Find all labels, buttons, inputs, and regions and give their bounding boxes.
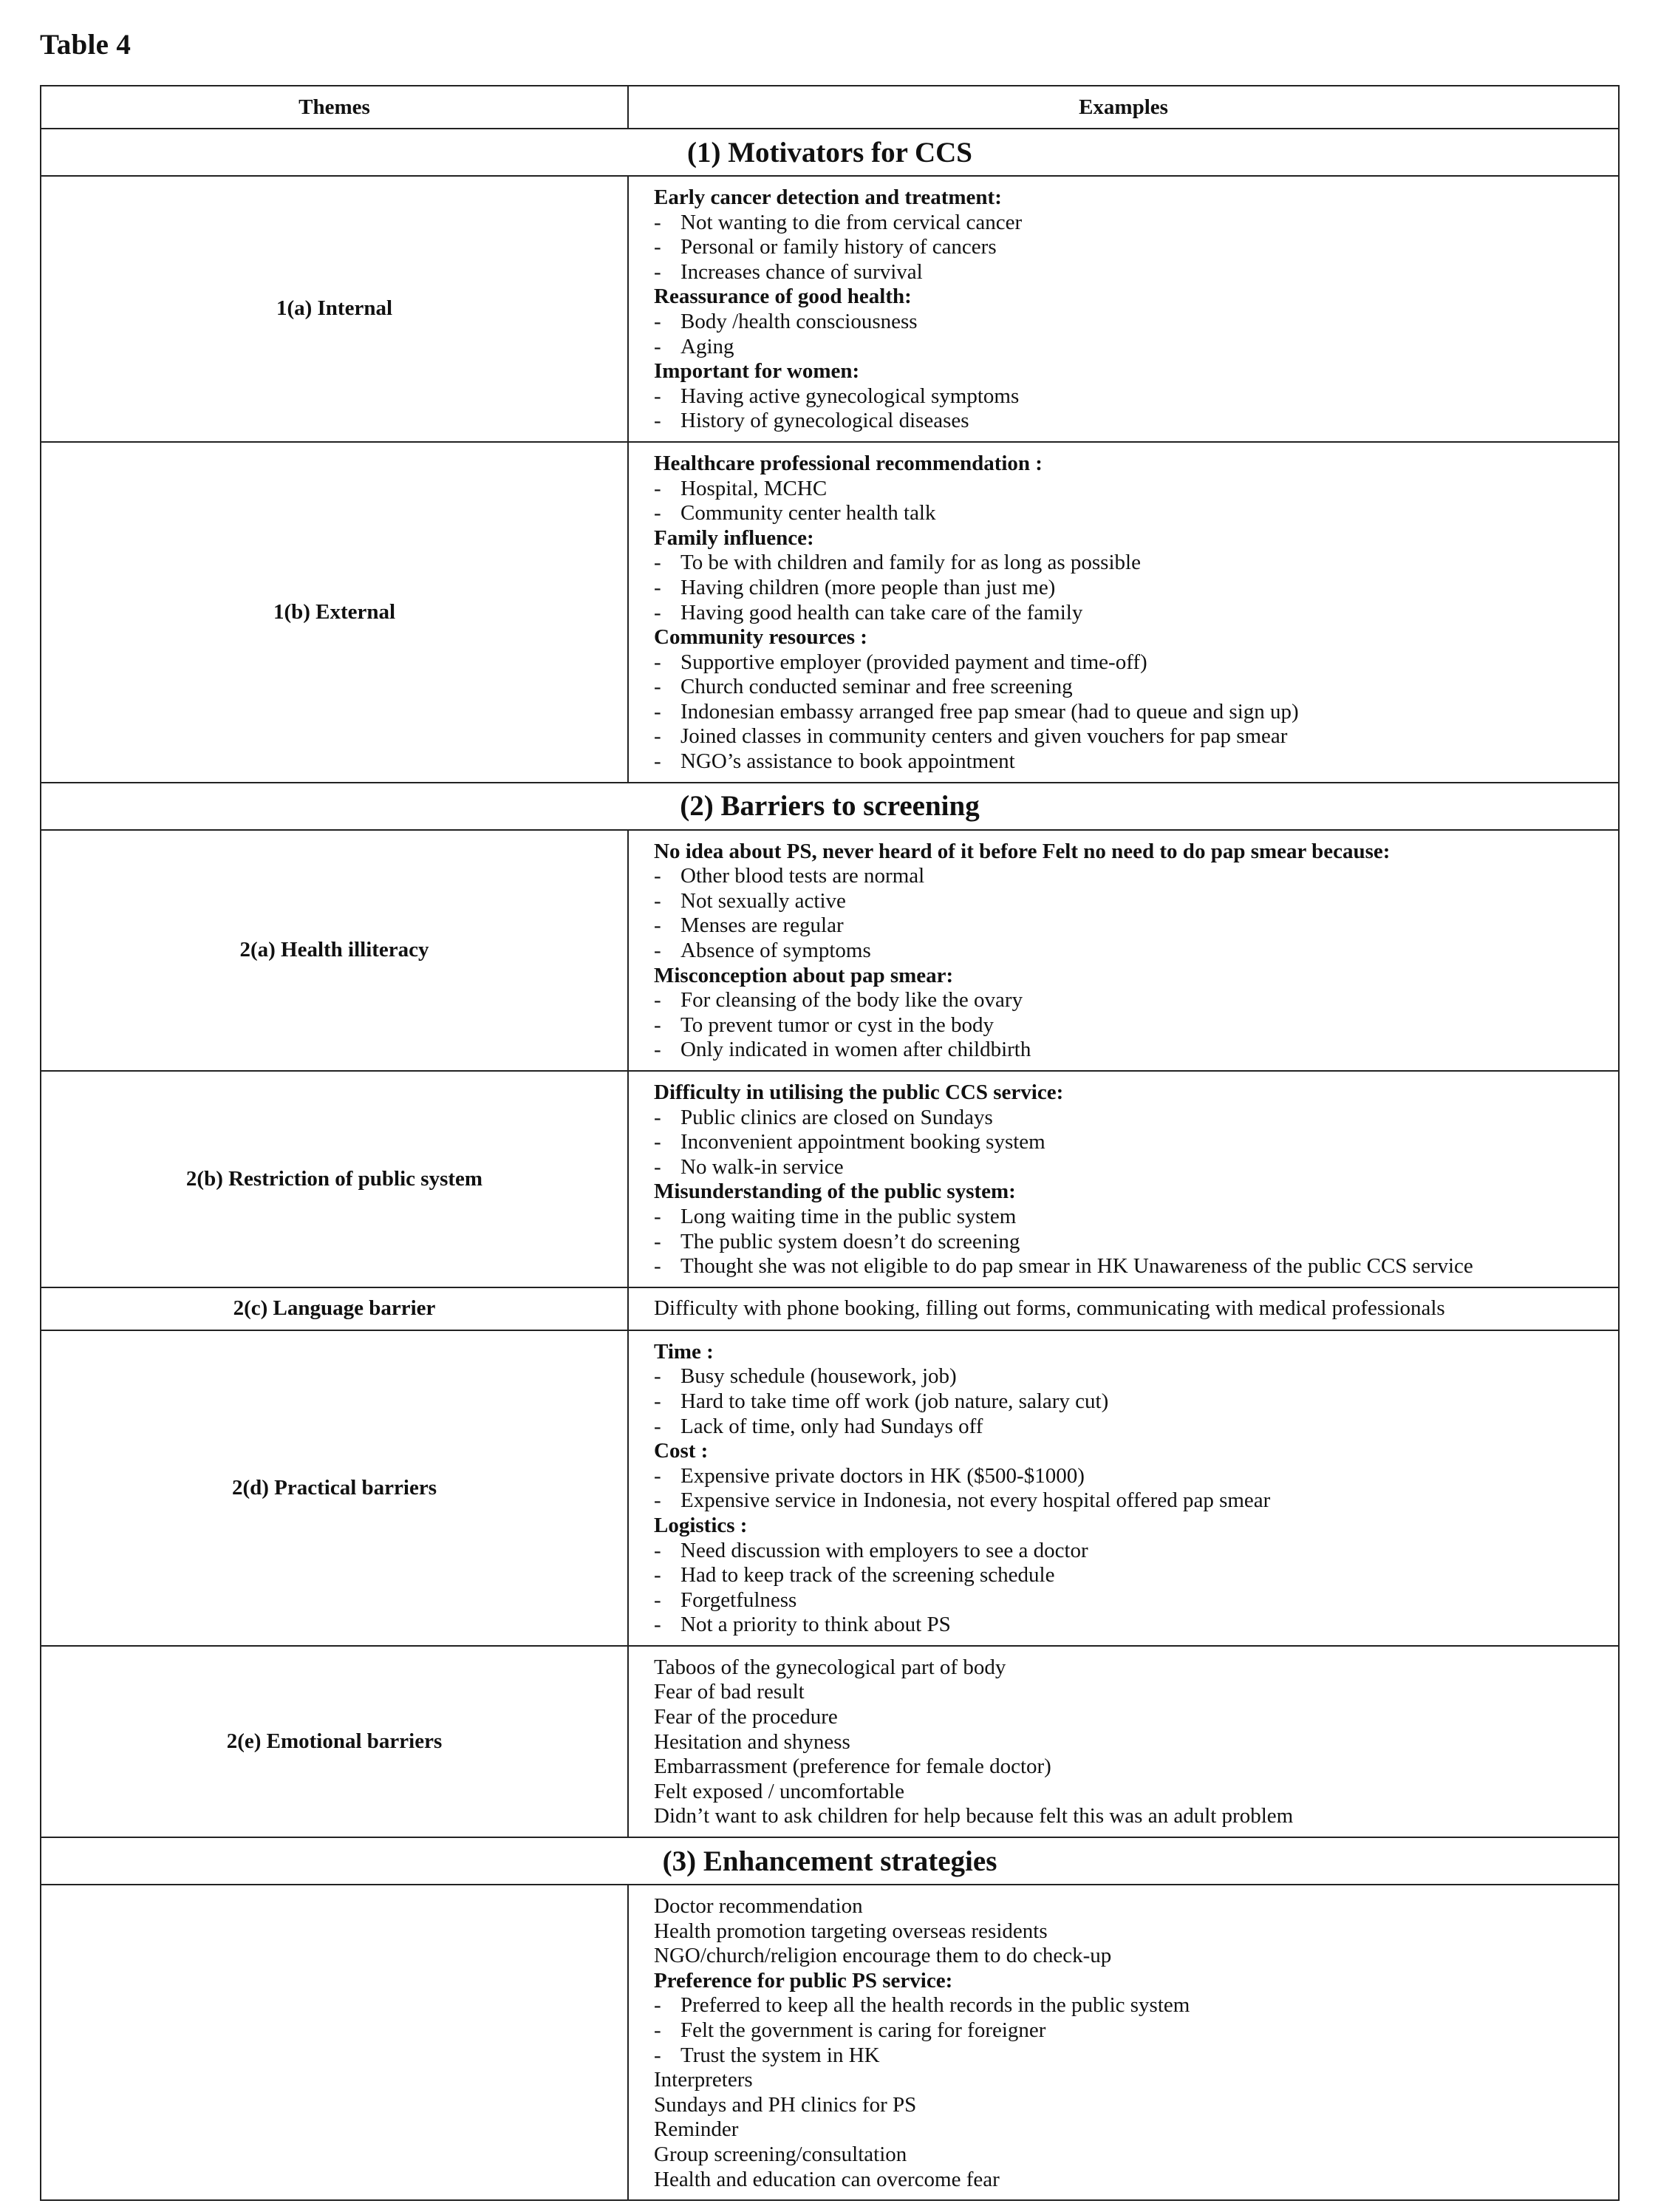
dash-bullet-icon: - [654,384,661,408]
bullet-item [654,1464,1603,1489]
bullet-text: Supportive employer (provided payment and time-off) [680,650,1147,674]
bullet-item [654,501,1603,526]
example-text: Interpreters [654,2068,753,2092]
bullet-item [654,1539,1603,1564]
group-heading: Cost : [654,1439,709,1463]
bullet-item [654,260,1603,285]
bullet-text: The public system doesn’t do screening [680,1229,1020,1253]
dash-bullet-icon: - [654,1204,661,1228]
bullet-text: For cleansing of the body like the ovary [680,988,1023,1013]
bullet-text: Forgetfulness [680,1587,797,1612]
dash-bullet-icon: - [654,600,661,625]
group-heading: Difficulty in utilising the public CCS service: [654,1081,1064,1104]
group-heading: Family influence: [654,525,814,550]
header-row [41,86,1619,129]
dash-bullet-icon: - [654,259,661,284]
theme-cell: 2(c) Language barrier [41,1287,628,1330]
dash-bullet-icon: - [654,1130,661,1154]
bullet-item [654,2018,1603,2043]
dash-bullet-icon: - [654,1613,661,1637]
bullet-item [654,1254,1603,1279]
themes-table [40,85,1620,2201]
dash-bullet-icon: - [654,1229,661,1253]
table-row [41,1885,1619,2200]
bullet-text: Not wanting to die from cervical cancer [680,210,1023,234]
dash-bullet-icon: - [654,1254,661,1279]
dash-bullet-icon: - [654,913,661,938]
bullet-text: Absence of symptoms [680,939,871,963]
bullet-text: Personal or family history of cancers [680,235,997,259]
bullet-item [654,211,1603,236]
dash-bullet-icon: - [654,1538,661,1562]
dash-bullet-icon: - [654,699,661,724]
bullet-text: Had to keep track of the screening schedule [680,1563,1055,1587]
bullet-text: Having children (more people than just me) [680,575,1056,599]
bullet-text: Hard to take time off work (job nature, salary cut) [680,1389,1109,1413]
group-heading: Community resources : [654,625,867,650]
bullet-text: Public clinics are closed on Sundays [680,1105,993,1129]
dash-bullet-icon: - [654,309,661,333]
bullet-text: Community center health talk [680,501,936,525]
bullet-item [654,1563,1603,1588]
group-heading: Misunderstanding of the public system: [654,1180,1016,1204]
example-text: NGO/church/religion encourage them to do check-up [654,1944,1112,1968]
dash-bullet-icon: - [654,939,661,963]
examples-cell [628,176,1619,442]
dash-bullet-icon: - [654,749,661,774]
dash-bullet-icon: - [654,551,661,575]
example-text: Fear of bad result [654,1680,805,1704]
example-text: Health promotion targeting overseas residents [654,1919,1048,1943]
theme-cell: 2(e) Emotional barriers [41,1646,628,1837]
example-text: Health and education can overcome fear [654,2167,1000,2191]
examples-cell [628,1287,1619,1330]
bullet-text: Felt the government is caring for foreigner [680,2018,1046,2042]
dash-bullet-icon: - [654,210,661,234]
bullet-text: Having good health can take care of the family [680,600,1083,625]
dash-bullet-icon: - [654,1364,661,1389]
bullet-text: To prevent tumor or cyst in the body [680,1013,995,1037]
table-row [41,176,1619,442]
bullet-item [654,1364,1603,1389]
example-text: Fear of the procedure [654,1705,838,1729]
bullet-item [654,1993,1603,2018]
bullet-item [654,675,1603,700]
bullet-text: Menses are regular [680,913,844,938]
group-heading: No idea about PS, never heard of it before Felt no need to do pap smear because: [654,839,1391,863]
bullet-text: Joined classes in community centers and given vouchers for pap smear [680,724,1288,749]
section-row [41,129,1619,176]
bullet-item [654,988,1603,1013]
bullet-text: Long waiting time in the public system [680,1204,1017,1228]
bullet-item [654,384,1603,409]
dash-bullet-icon: - [654,724,661,749]
bullet-item [654,1588,1603,1613]
bullet-item [654,889,1603,914]
bullet-text: Having active gynecological symptoms [680,384,1020,408]
dash-bullet-icon: - [654,650,661,674]
example-text: Reminder [654,2117,739,2142]
theme-cell: 1(a) Internal [41,176,628,442]
table-row [41,442,1619,783]
bullet-item [654,235,1603,260]
bullet-text: Aging [680,334,734,358]
dash-bullet-icon: - [654,1488,661,1513]
bullet-item [654,913,1603,939]
theme-cell: 2(a) Health illiteracy [41,830,628,1071]
bullet-text: No walk-in service [680,1154,844,1179]
dash-bullet-icon: - [654,1154,661,1179]
dash-bullet-icon: - [654,575,661,599]
bullet-item [654,1488,1603,1514]
bullet-text: Not a priority to think about PS [680,1613,951,1637]
dash-bullet-icon: - [654,476,661,500]
bullet-text: Increases chance of survival [680,259,923,284]
theme-cell: 1(b) External [41,442,628,783]
bullet-item [654,749,1603,775]
bullet-text: Other blood tests are normal [680,864,925,888]
group-heading: Healthcare professional recommendation : [654,451,1043,475]
bullet-item [654,1038,1603,1063]
dash-bullet-icon: - [654,334,661,358]
group-heading: Important for women: [654,359,860,384]
bullet-item [654,601,1603,626]
examples-cell [628,1885,1619,2200]
table-row [41,1646,1619,1837]
bullet-text: Trust the system in HK [680,2043,880,2067]
dash-bullet-icon: - [654,409,661,433]
bullet-text: Body /health consciousness [680,309,918,333]
bullet-item [654,864,1603,889]
dash-bullet-icon: - [654,1389,661,1413]
examples-cell [628,1071,1619,1287]
theme-cell: 2(d) Practical barriers [41,1330,628,1646]
section-title: (3) Enhancement strategies [41,1837,1619,1885]
theme-cell: 2(b) Restriction of public system [41,1071,628,1287]
example-text: Hesitation and shyness [654,1729,850,1754]
group-heading: Logistics : [654,1513,748,1537]
example-text: Sundays and PH clinics for PS [654,2092,917,2117]
table-caption: Table 4 [40,29,132,61]
bullet-text: Not sexually active [680,888,846,913]
dash-bullet-icon: - [654,1993,661,2018]
dash-bullet-icon: - [654,1563,661,1587]
table-row [41,1287,1619,1330]
dash-bullet-icon: - [654,1013,661,1037]
bullet-text: Indonesian embassy arranged free pap smear (had to queue and sign up) [680,699,1299,724]
examples-cell [628,1646,1619,1837]
dash-bullet-icon: - [654,864,661,888]
section-row [41,1837,1619,1885]
bullet-item [654,1205,1603,1230]
bullet-text: Expensive service in Indonesia, not every hospital offered pap smear [680,1488,1271,1513]
bullet-item [654,310,1603,335]
dash-bullet-icon: - [654,2018,661,2042]
examples-cell [628,442,1619,783]
group-heading: Preference for public PS service: [654,1968,953,1992]
bullet-text: Church conducted seminar and free screening [680,675,1073,699]
bullet-text: Only indicated in women after childbirth [680,1038,1031,1062]
dash-bullet-icon: - [654,1105,661,1129]
dash-bullet-icon: - [654,1038,661,1062]
theme-cell [41,1885,628,2200]
section-title: (1) Motivators for CCS [41,129,1619,176]
group-heading: Time : [654,1339,714,1364]
table-row [41,830,1619,1071]
examples-cell [628,830,1619,1071]
bullet-item [654,409,1603,434]
dash-bullet-icon: - [654,2043,661,2067]
table-row [41,1071,1619,1287]
examples-column-header: Examples [628,86,1619,129]
bullet-text: To be with children and family for as long as possible [680,551,1141,575]
example-text: Felt exposed / uncomfortable [654,1779,905,1803]
bullet-text: Preferred to keep all the health records in the public system [680,1993,1190,2018]
bullet-text: NGO’s assistance to book appointment [680,749,1015,774]
examples-cell [628,1330,1619,1646]
bullet-item [654,1130,1603,1155]
bullet-text: Expensive private doctors in HK ($500-$1000) [680,1463,1085,1488]
dash-bullet-icon: - [654,501,661,525]
bullet-item [654,335,1603,360]
dash-bullet-icon: - [654,888,661,913]
bullet-item [654,1613,1603,1638]
section-row [41,783,1619,830]
bullet-text: Thought she was not eligible to do pap smear in HK Unawareness of the public CCS service [680,1254,1473,1279]
bullet-item [654,724,1603,749]
dash-bullet-icon: - [654,235,661,259]
bullet-text: Need discussion with employers to see a doctor [680,1538,1088,1562]
table-row [41,1330,1619,1646]
bullet-item [654,650,1603,675]
bullet-item [654,1013,1603,1038]
dash-bullet-icon: - [654,1414,661,1438]
dash-bullet-icon: - [654,1587,661,1612]
bullet-item [654,551,1603,576]
bullet-item [654,1415,1603,1440]
themes-column-header: Themes [41,86,628,129]
example-text: Embarrassment (preference for female doctor) [654,1755,1051,1779]
dash-bullet-icon: - [654,988,661,1013]
bullet-item [654,939,1603,964]
example-text: Doctor recommendation [654,1894,863,1919]
bullet-item [654,700,1603,725]
table-body [41,129,1619,2200]
bullet-item [654,2043,1603,2069]
example-text: Didn’t want to ask children for help because felt this was an adult problem [654,1804,1294,1828]
bullet-item [654,576,1603,601]
dash-bullet-icon: - [654,1463,661,1488]
bullet-text: Hospital, MCHC [680,476,828,500]
group-heading: Early cancer detection and treatment: [654,186,1002,209]
section-title: (2) Barriers to screening [41,783,1619,830]
dash-bullet-icon: - [654,675,661,699]
bullet-item [654,477,1603,502]
bullet-item [654,1389,1603,1415]
bullet-item [654,1106,1603,1131]
bullet-text: History of gynecological diseases [680,409,969,433]
example-text: Difficulty with phone booking, filling out forms, communicating with medical professionals [654,1296,1445,1320]
bullet-item [654,1155,1603,1180]
group-heading: Misconception about pap smear: [654,963,954,987]
example-text: Taboos of the gynecological part of body [654,1655,1006,1679]
bullet-item [654,1230,1603,1255]
bullet-text: Lack of time, only had Sundays off [680,1414,983,1438]
bullet-text: Busy schedule (housework, job) [680,1364,957,1389]
group-heading: Reassurance of good health: [654,285,912,309]
bullet-text: Inconvenient appointment booking system [680,1130,1045,1154]
example-text: Group screening/consultation [654,2142,907,2166]
